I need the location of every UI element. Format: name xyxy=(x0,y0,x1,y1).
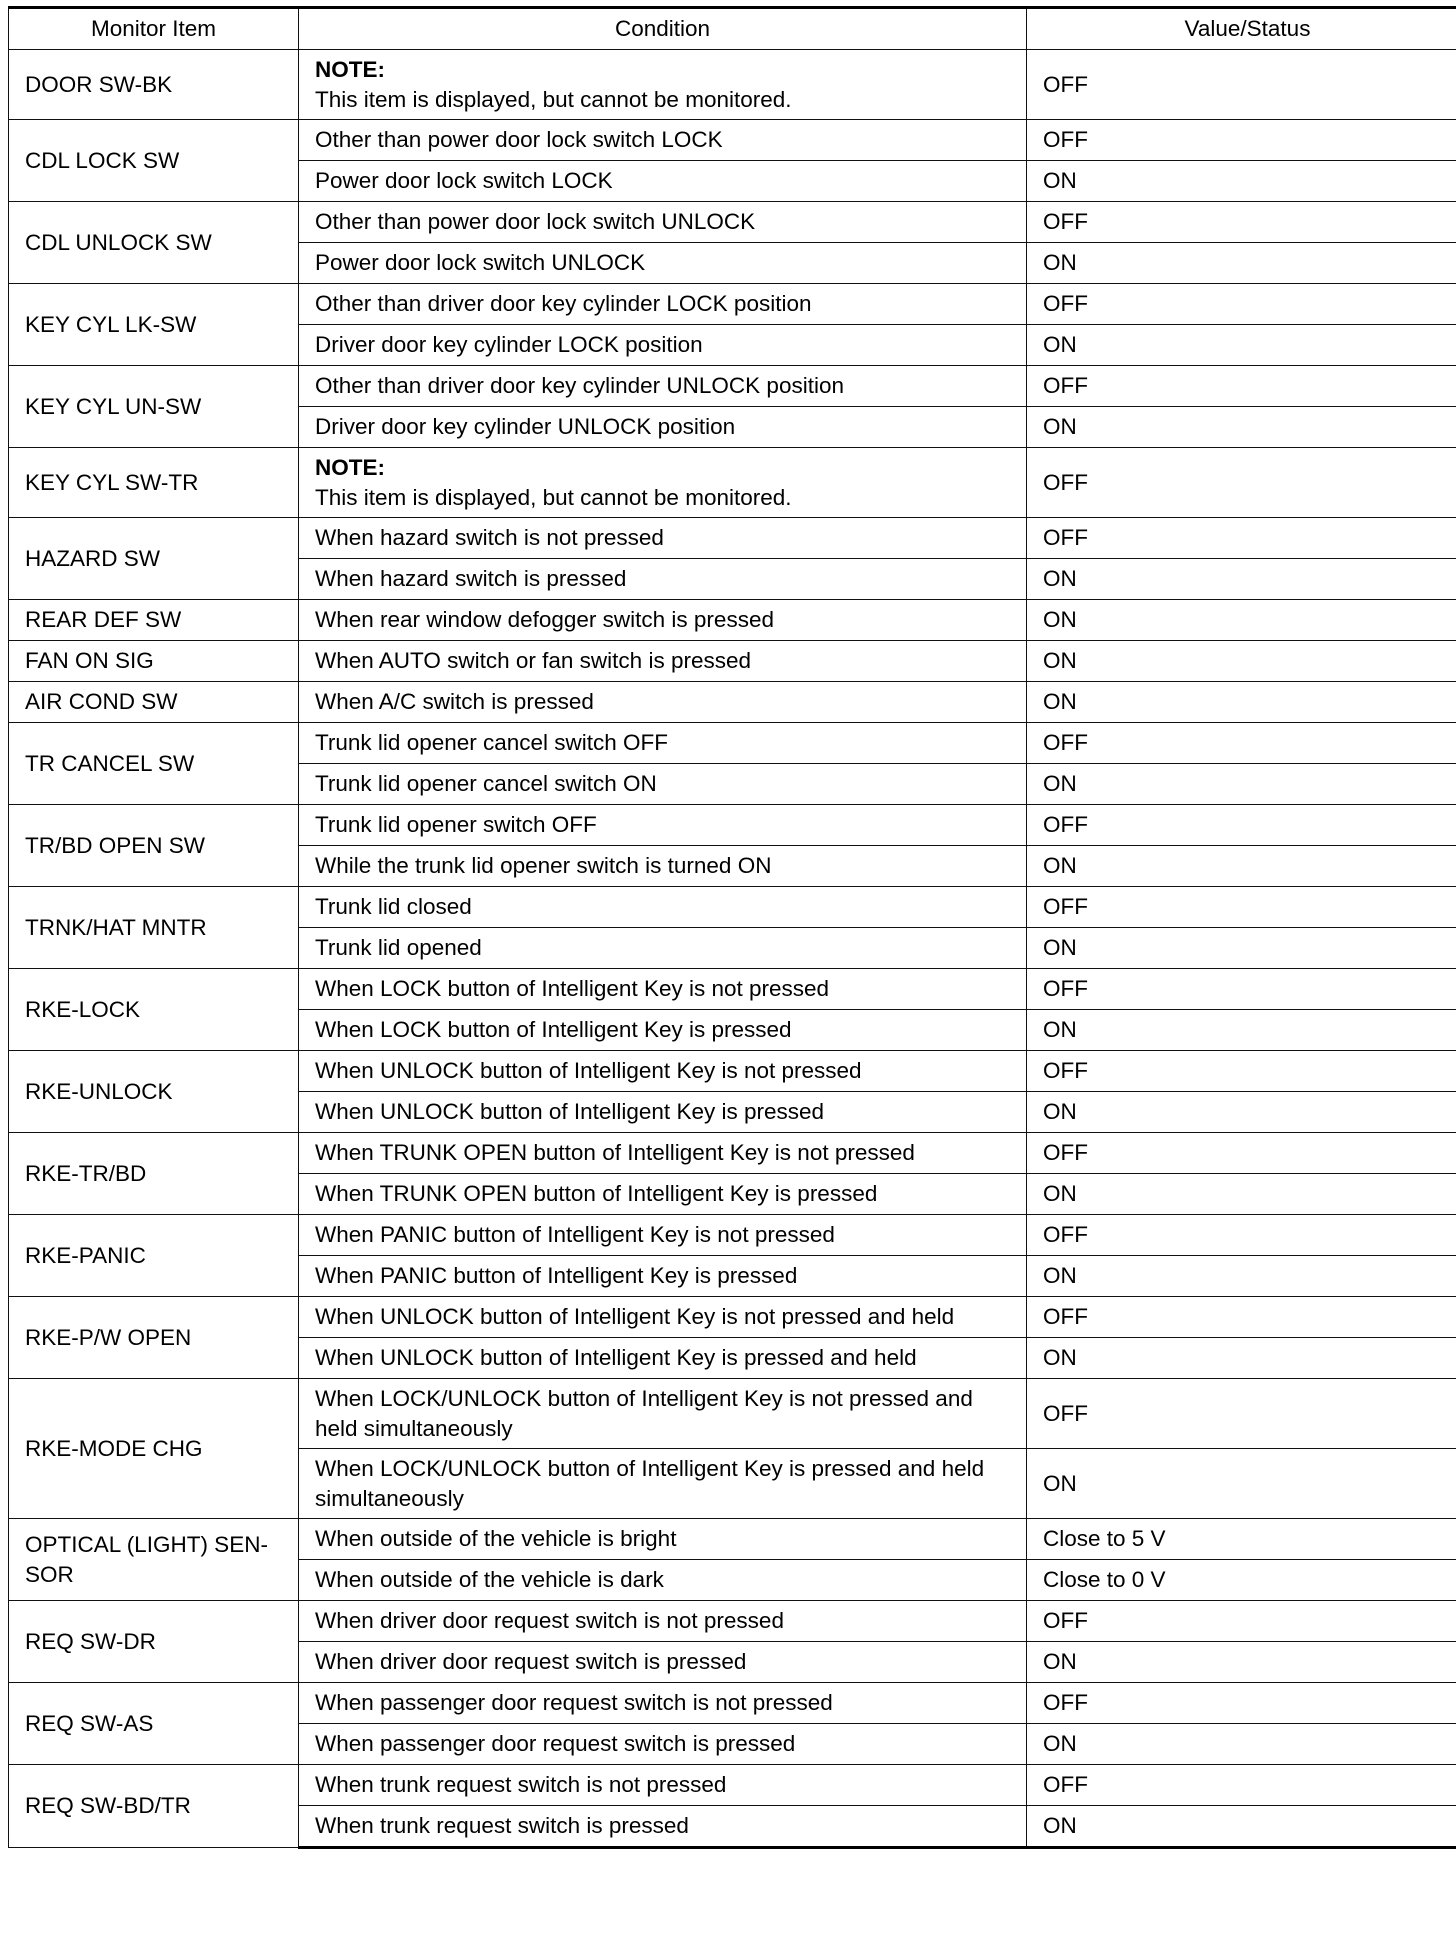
monitor-item-name: DOOR SW-BK xyxy=(9,50,299,120)
table-row xyxy=(9,969,1456,1010)
value-status-cell: Close to 0 V xyxy=(1027,1560,1456,1601)
condition-cell xyxy=(299,407,1027,448)
condition-text: When A/C switch is pressed xyxy=(315,689,594,715)
condition-cell xyxy=(299,1683,1027,1724)
condition-text: When outside of the vehicle is dark xyxy=(315,1567,664,1593)
condition-cell xyxy=(299,928,1027,969)
condition-cell xyxy=(299,1215,1027,1256)
condition-cell xyxy=(299,1297,1027,1338)
monitor-item-name: RKE-UNLOCK xyxy=(9,1051,299,1133)
value-status-cell: ON xyxy=(1027,1338,1456,1379)
value-status-cell: ON xyxy=(1027,682,1456,723)
value-status-cell: Close to 5 V xyxy=(1027,1519,1456,1560)
condition-cell xyxy=(299,284,1027,325)
condition-text: Trunk lid opener cancel switch OFF xyxy=(315,730,669,756)
condition-cell xyxy=(299,1449,1027,1519)
monitor-item-name: REQ SW-DR xyxy=(9,1601,299,1683)
value-status-cell: ON xyxy=(1027,559,1456,600)
value-status-cell: OFF xyxy=(1027,366,1456,407)
condition-cell xyxy=(299,366,1027,407)
table-header-row xyxy=(9,8,1456,50)
condition-cell xyxy=(299,1765,1027,1806)
condition-cell xyxy=(299,50,1027,120)
condition-text: Other than power door lock switch LOCK xyxy=(315,127,723,153)
monitor-item-sheet xyxy=(8,6,1456,1849)
condition-text: Trunk lid opener switch OFF xyxy=(315,812,597,838)
condition-cell xyxy=(299,1806,1027,1848)
value-status-cell: ON xyxy=(1027,1724,1456,1765)
condition-cell xyxy=(299,518,1027,559)
monitor-item-name: TR CANCEL SW xyxy=(9,723,299,805)
condition-text: When AUTO switch or fan switch is pressed xyxy=(315,648,751,674)
condition-cell xyxy=(299,846,1027,887)
condition-text: Trunk lid opener cancel switch ON xyxy=(315,771,657,797)
monitor-item-name: AIR COND SW xyxy=(9,682,299,723)
condition-text: Other than power door lock switch UNLOCK xyxy=(315,209,756,235)
value-status-cell: ON xyxy=(1027,1256,1456,1297)
value-status-cell: OFF xyxy=(1027,1215,1456,1256)
condition-text: When TRUNK OPEN button of Intelligent Key is pressed xyxy=(315,1181,878,1207)
condition-text: When UNLOCK button of Intelligent Key is not pressed xyxy=(315,1058,862,1084)
condition-text: Driver door key cylinder UNLOCK position xyxy=(315,414,736,440)
condition-text: This item is displayed, but cannot be monitored. xyxy=(315,484,792,510)
value-status-cell: ON xyxy=(1027,1174,1456,1215)
condition-cell xyxy=(299,1560,1027,1601)
value-status-cell: OFF xyxy=(1027,1051,1456,1092)
condition-text: When UNLOCK button of Intelligent Key is not pressed and held xyxy=(315,1304,955,1330)
value-status-cell: ON xyxy=(1027,161,1456,202)
monitor-item-name: REQ SW-AS xyxy=(9,1683,299,1765)
value-status-cell: ON xyxy=(1027,764,1456,805)
table-row xyxy=(9,1519,1456,1560)
value-status-cell: ON xyxy=(1027,1642,1456,1683)
value-status-cell: ON xyxy=(1027,600,1456,641)
condition-text: When LOCK button of Intelligent Key is pressed xyxy=(315,1017,792,1043)
condition-text: When LOCK/UNLOCK button of Intelligent Key is pressed and held simultaneously xyxy=(315,1456,985,1511)
condition-cell xyxy=(299,1051,1027,1092)
condition-text: When UNLOCK button of Intelligent Key is pressed xyxy=(315,1099,825,1125)
value-status-cell: ON xyxy=(1027,1010,1456,1051)
value-status-cell: OFF xyxy=(1027,1683,1456,1724)
table-row xyxy=(9,1133,1456,1174)
condition-text: When LOCK/UNLOCK button of Intelligent Key is not pressed and held simultaneously xyxy=(315,1386,973,1441)
condition-cell xyxy=(299,1379,1027,1449)
condition-cell xyxy=(299,1092,1027,1133)
table-row xyxy=(9,600,1456,641)
condition-text: When outside of the vehicle is bright xyxy=(315,1526,677,1552)
table-row xyxy=(9,1683,1456,1724)
condition-cell xyxy=(299,969,1027,1010)
monitor-item-name: KEY CYL UN-SW xyxy=(9,366,299,448)
table-row xyxy=(9,518,1456,559)
condition-cell xyxy=(299,448,1027,518)
condition-text: When passenger door request switch is pressed xyxy=(315,1731,796,1757)
value-status-cell: OFF xyxy=(1027,120,1456,161)
value-status-cell: ON xyxy=(1027,1806,1456,1848)
condition-text: When driver door request switch is pressed xyxy=(315,1649,747,1675)
value-status-cell: OFF xyxy=(1027,448,1456,518)
table-row xyxy=(9,366,1456,407)
value-status-cell: OFF xyxy=(1027,723,1456,764)
monitor-item-name: RKE-MODE CHG xyxy=(9,1379,299,1519)
condition-text: When passenger door request switch is not pressed xyxy=(315,1690,833,1716)
condition-text: This item is displayed, but cannot be monitored. xyxy=(315,86,792,112)
condition-text: When PANIC button of Intelligent Key is not pressed xyxy=(315,1222,835,1248)
condition-text: Power door lock switch LOCK xyxy=(315,168,613,194)
value-status-cell: ON xyxy=(1027,407,1456,448)
monitor-item-name: RKE-PANIC xyxy=(9,1215,299,1297)
table-row xyxy=(9,1379,1456,1449)
table-row xyxy=(9,723,1456,764)
condition-cell xyxy=(299,641,1027,682)
value-status-cell: OFF xyxy=(1027,1765,1456,1806)
condition-cell xyxy=(299,682,1027,723)
condition-text: Other than driver door key cylinder LOCK position xyxy=(315,291,812,317)
table-row xyxy=(9,641,1456,682)
condition-cell xyxy=(299,887,1027,928)
condition-cell xyxy=(299,1519,1027,1560)
monitor-item-name: CDL UNLOCK SW xyxy=(9,202,299,284)
condition-text: When UNLOCK button of Intelligent Key is pressed and held xyxy=(315,1345,917,1371)
condition-cell xyxy=(299,559,1027,600)
value-status-cell: OFF xyxy=(1027,887,1456,928)
condition-cell xyxy=(299,202,1027,243)
condition-cell xyxy=(299,1010,1027,1051)
value-status-cell: ON xyxy=(1027,325,1456,366)
condition-text: While the trunk lid opener switch is turned ON xyxy=(315,853,772,879)
condition-cell xyxy=(299,1724,1027,1765)
condition-text: When LOCK button of Intelligent Key is not pressed xyxy=(315,976,830,1002)
monitor-item-name: REAR DEF SW xyxy=(9,600,299,641)
monitor-item-name: RKE-TR/BD xyxy=(9,1133,299,1215)
condition-text: Other than driver door key cylinder UNLOCK position xyxy=(315,373,844,399)
value-status-cell: OFF xyxy=(1027,1133,1456,1174)
table-row xyxy=(9,1601,1456,1642)
table-body xyxy=(9,50,1456,1848)
monitor-item-name: TRNK/HAT MNTR xyxy=(9,887,299,969)
table-row xyxy=(9,1051,1456,1092)
condition-text: When trunk request switch is not pressed xyxy=(315,1772,727,1798)
value-status-cell: OFF xyxy=(1027,284,1456,325)
condition-cell xyxy=(299,161,1027,202)
table-row xyxy=(9,448,1456,518)
table-row xyxy=(9,682,1456,723)
condition-cell xyxy=(299,600,1027,641)
monitor-item-table xyxy=(8,6,1456,1849)
condition-text: When TRUNK OPEN button of Intelligent Key is not pressed xyxy=(315,1140,915,1166)
table-row xyxy=(9,1297,1456,1338)
note-label: NOTE: xyxy=(315,455,385,481)
table-row xyxy=(9,1765,1456,1806)
header-condition: Condition xyxy=(299,8,1027,50)
monitor-item-name: KEY CYL SW-TR xyxy=(9,448,299,518)
monitor-item-name: OPTICAL (LIGHT) SEN-SOR xyxy=(9,1519,299,1601)
monitor-item-name: RKE-P/W OPEN xyxy=(9,1297,299,1379)
condition-text: When driver door request switch is not pressed xyxy=(315,1608,784,1634)
monitor-item-name: HAZARD SW xyxy=(9,518,299,600)
condition-cell xyxy=(299,1642,1027,1683)
table-row xyxy=(9,887,1456,928)
monitor-item-name: CDL LOCK SW xyxy=(9,120,299,202)
condition-text: Trunk lid opened xyxy=(315,935,482,961)
condition-cell xyxy=(299,805,1027,846)
monitor-item-name: REQ SW-BD/TR xyxy=(9,1765,299,1848)
monitor-item-name: FAN ON SIG xyxy=(9,641,299,682)
header-value-status: Value/Status xyxy=(1027,8,1456,50)
condition-cell xyxy=(299,723,1027,764)
condition-cell xyxy=(299,1174,1027,1215)
condition-cell xyxy=(299,243,1027,284)
condition-cell xyxy=(299,1338,1027,1379)
condition-cell xyxy=(299,1133,1027,1174)
value-status-cell: ON xyxy=(1027,243,1456,284)
value-status-cell: OFF xyxy=(1027,805,1456,846)
condition-cell xyxy=(299,1256,1027,1297)
table-row xyxy=(9,805,1456,846)
condition-text: When rear window defogger switch is pressed xyxy=(315,607,774,633)
table-row xyxy=(9,50,1456,120)
note-label: NOTE: xyxy=(315,57,385,83)
condition-text: When hazard switch is not pressed xyxy=(315,525,664,551)
condition-cell xyxy=(299,325,1027,366)
table-row xyxy=(9,284,1456,325)
condition-text: When PANIC button of Intelligent Key is pressed xyxy=(315,1263,798,1289)
condition-cell xyxy=(299,764,1027,805)
header-monitor-item: Monitor Item xyxy=(9,8,299,50)
monitor-item-name: TR/BD OPEN SW xyxy=(9,805,299,887)
condition-text: When hazard switch is pressed xyxy=(315,566,627,592)
value-status-cell: ON xyxy=(1027,1449,1456,1519)
value-status-cell: ON xyxy=(1027,641,1456,682)
condition-text: Trunk lid closed xyxy=(315,894,472,920)
condition-text: Driver door key cylinder LOCK position xyxy=(315,332,703,358)
value-status-cell: OFF xyxy=(1027,1297,1456,1338)
monitor-item-name: KEY CYL LK-SW xyxy=(9,284,299,366)
condition-cell xyxy=(299,120,1027,161)
table-row xyxy=(9,120,1456,161)
value-status-cell: OFF xyxy=(1027,1601,1456,1642)
value-status-cell: OFF xyxy=(1027,518,1456,559)
condition-text: Power door lock switch UNLOCK xyxy=(315,250,646,276)
value-status-cell: ON xyxy=(1027,928,1456,969)
condition-cell xyxy=(299,1601,1027,1642)
value-status-cell: OFF xyxy=(1027,50,1456,120)
value-status-cell: OFF xyxy=(1027,1379,1456,1449)
monitor-item-name: RKE-LOCK xyxy=(9,969,299,1051)
value-status-cell: ON xyxy=(1027,846,1456,887)
table-row xyxy=(9,1215,1456,1256)
value-status-cell: ON xyxy=(1027,1092,1456,1133)
value-status-cell: OFF xyxy=(1027,969,1456,1010)
condition-text: When trunk request switch is pressed xyxy=(315,1813,689,1839)
table-row xyxy=(9,202,1456,243)
value-status-cell: OFF xyxy=(1027,202,1456,243)
